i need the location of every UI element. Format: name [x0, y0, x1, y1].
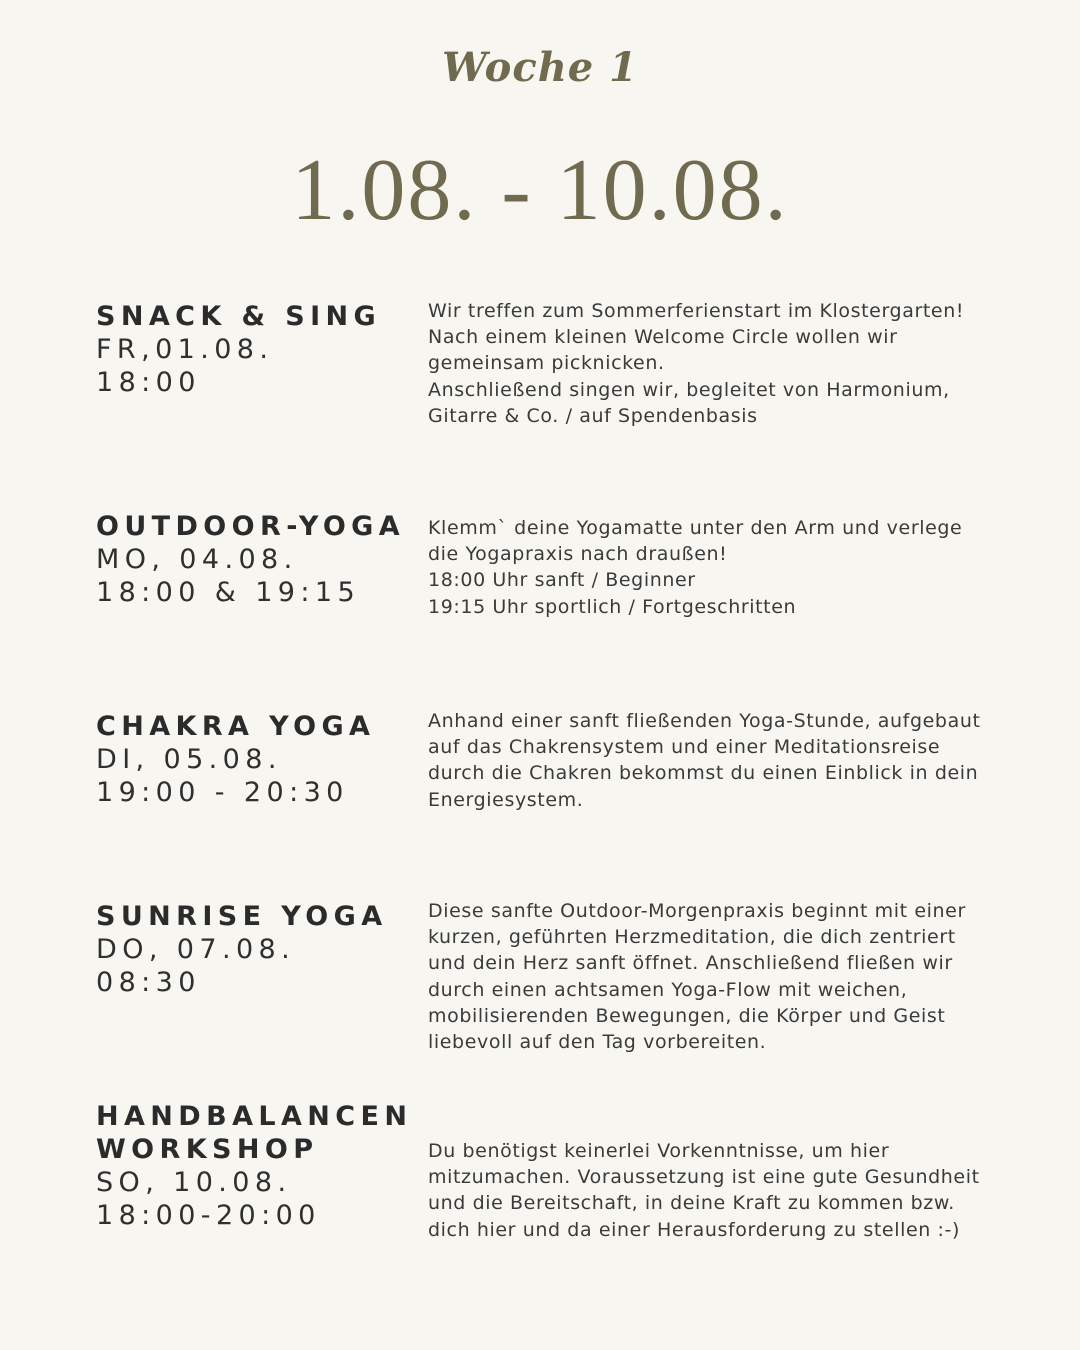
description-line: durch einen achtsamen Yoga-Flow mit weichen, — [428, 978, 908, 1001]
description-line: kurzen, geführten Herzmeditation, die dich zentriert — [428, 926, 956, 949]
event-description — [428, 515, 1003, 620]
description-line: Energiesystem. — [428, 788, 584, 811]
description-line: Nach einem kleinen Welcome Circle wollen wir — [428, 326, 898, 349]
description-line: Diese sanfte Outdoor-Morgenpraxis beginnt mit einer — [428, 900, 966, 922]
description-line: Gitarre & Co. / auf Spendenbasis — [428, 404, 758, 427]
event-title: OUTDOOR-YOGA — [96, 511, 406, 542]
event-info — [96, 1100, 426, 1232]
description-line: liebevoll auf den Tag vorbereiten. — [428, 1031, 767, 1054]
event-time: 18:00 & 19:15 — [96, 577, 361, 608]
event-title: SNACK & SING — [96, 301, 382, 332]
event-time: 18:00 — [96, 367, 201, 398]
event-time: 08:30 — [96, 967, 201, 998]
description-line: Wir treffen zum Sommerferienstart im Klostergarten! — [428, 300, 965, 322]
description-line: dich hier und da einer Herausforderung zu stellen :-) — [428, 1218, 961, 1241]
event-info — [96, 510, 426, 609]
event-day: FR,01.08. — [96, 334, 274, 365]
event-info — [96, 300, 426, 399]
date-range: 1.08. - 10.08. — [291, 142, 789, 239]
event-description — [428, 298, 1003, 429]
description-line: 18:00 Uhr sanft / Beginner — [428, 569, 696, 592]
description-line: die Yogapraxis nach draußen! — [428, 543, 728, 566]
description-line: Anhand einer sanft fließenden Yoga-Stunde, aufgebaut — [428, 710, 981, 732]
event-title-line-2: WORKSHOP — [96, 1134, 319, 1165]
description-line: auf das Chakrensystem und einer Meditationsreise — [428, 736, 941, 759]
event-title: HANDBALANCEN — [96, 1101, 413, 1132]
event-description — [428, 1138, 1003, 1243]
description-line: mobilisierenden Bewegungen, die Körper und Geist — [428, 1004, 946, 1027]
event-day: MO, 04.08. — [96, 544, 298, 575]
description-line: Klemm` deine Yogamatte unter den Arm und verlege — [428, 517, 963, 539]
description-line: mitzumachen. Voraussetzung ist eine gute Gesundheit — [428, 1166, 980, 1189]
event-title: SUNRISE YOGA — [96, 901, 388, 932]
event-day: DO, 07.08. — [96, 934, 296, 965]
description-line: gemeinsam picknicken. — [428, 352, 665, 375]
description-line: und dein Herz sanft öffnet. Anschließend fließen wir — [428, 952, 953, 975]
description-line: Anschließend singen wir, begleitet von Harmonium, — [428, 378, 950, 401]
event-info — [96, 710, 426, 809]
description-line: und die Bereitschaft, in deine Kraft zu kommen bzw. — [428, 1192, 955, 1215]
week-title: Woche 1 — [442, 44, 638, 91]
event-description — [428, 898, 1003, 1055]
event-time: 18:00-20:00 — [96, 1200, 321, 1231]
description-line: 19:15 Uhr sportlich / Fortgeschritten — [428, 595, 797, 618]
event-day: SO, 10.08. — [96, 1167, 292, 1198]
description-line: durch die Chakren bekommst du einen Einblick in dein — [428, 762, 979, 785]
event-title: CHAKRA YOGA — [96, 711, 376, 742]
event-description — [428, 708, 1003, 813]
description-line: Du benötigst keinerlei Vorkenntnisse, um hier — [428, 1140, 890, 1162]
event-info — [96, 900, 426, 999]
event-time: 19:00 - 20:30 — [96, 777, 349, 808]
event-day: DI, 05.08. — [96, 744, 282, 775]
